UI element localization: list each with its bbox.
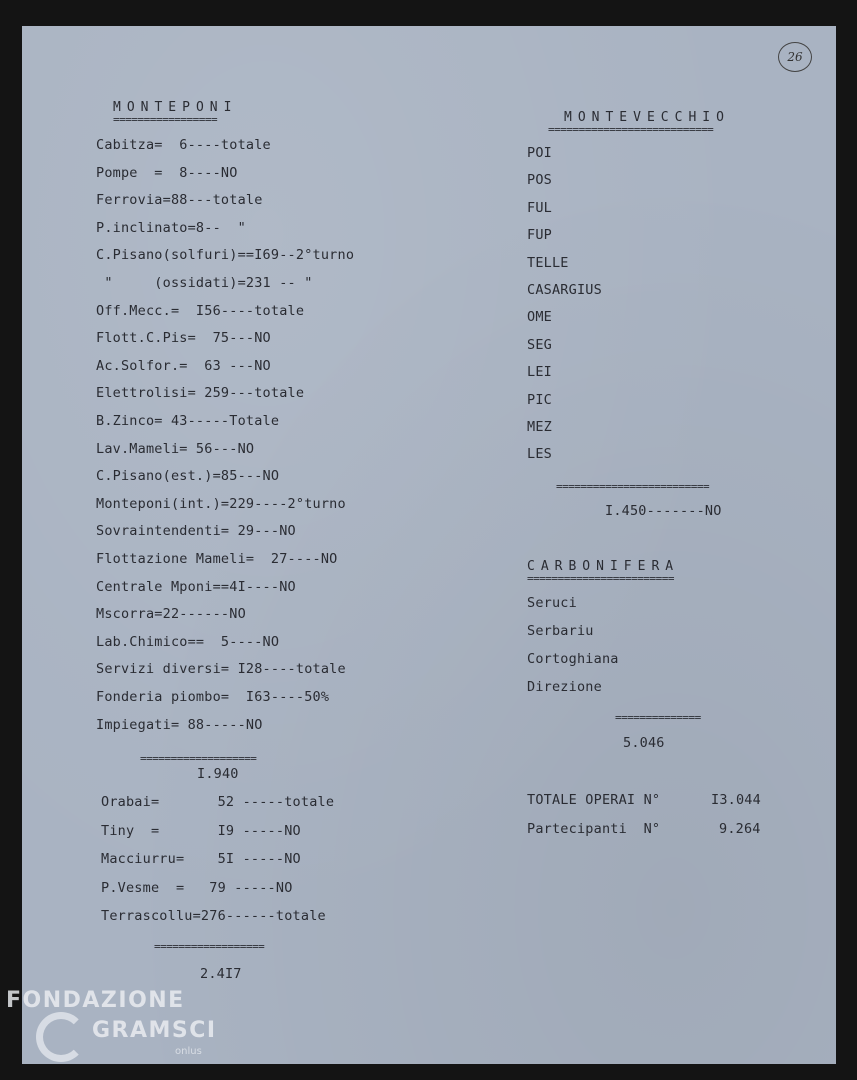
list-item: Pompe = 8----NO [96,164,238,181]
subtotal-mines: 2.4I7 [200,966,242,982]
list-item: Elettrolisi= 259---totale [96,385,305,402]
separator-rule: ============== [615,711,701,724]
list-item: Flottazione Mameli= 27----NO [96,551,338,567]
list-item: Ferrovia=88---totale [96,192,263,209]
list-item: Tiny = I9 -----NO [101,822,301,839]
list-item: POS [527,172,552,189]
page-number: 26 [778,42,812,72]
list-item: P.inclinato=8-- " [96,219,246,236]
list-item: FUP [527,227,552,244]
watermark-line1: FONDAZIONE [6,988,185,1013]
list-item: Servizi diversi= I28----totale [96,661,346,678]
list-item: Fonderia piombo= I63----50% [96,689,330,705]
list-item: Terrascollu=276------totale [101,908,326,924]
list-item: C.Pisano(est.)=85---NO [96,468,280,485]
subtotal-carbonifera: 5.046 [623,735,665,751]
list-item: Serbariu [527,623,594,639]
gramsci-logo-icon [36,1012,86,1062]
separator-rule: ========================= [556,480,710,493]
subtotal-monteponi: I.940 [197,766,239,782]
list-item: Cabitza= 6----totale [96,137,271,153]
list-item: " (ossidati)=231 -- " [96,275,313,291]
list-item: Impiegati= 88-----NO [96,716,263,733]
total-workers-value: I3.044 [711,792,761,808]
list-item: B.Zinco= 43-----Totale [96,413,280,429]
list-item: CASARGIUS [527,282,602,298]
list-item: TELLE [527,254,569,271]
list-item: Cortoghiana [527,651,619,667]
total-workers-label: TOTALE OPERAI N° [527,792,661,808]
list-item: Lab.Chimico== 5----NO [96,633,280,650]
list-item: MEZ [527,419,552,435]
list-item: Flott.C.Pis= 75---NO [96,330,271,347]
heading-carbonifera: CARBONIFERA [527,559,680,574]
list-item: Off.Mecc.= I56----totale [96,302,305,319]
list-item: Sovraintendenti= 29---NO [96,523,296,540]
list-item: Seruci [527,595,577,611]
watermark-line3: onlus [175,1046,202,1057]
list-item: PIC [527,391,552,408]
list-item: Ac.Solfor.= 63 ---NO [96,357,271,374]
separator-rule: ================== [154,940,265,953]
list-item: Orabai= 52 -----totale [101,794,335,810]
heading-underline: ======================== [527,572,674,585]
heading-monteponi: MONTEPONI [113,100,238,115]
heading-underline: =========================== [548,123,714,136]
list-item: LEI [527,364,552,381]
separator-rule: =================== [140,752,257,765]
list-item: Mscorra=22------NO [96,606,246,623]
heading-underline: ================= [113,113,218,126]
list-item: OME [527,309,552,326]
list-item: Macciurru= 5I -----NO [101,851,301,867]
list-item: Monteponi(int.)=229----2°turno [96,495,346,512]
list-item: POI [527,145,552,161]
list-item: FUL [527,199,552,216]
heading-montevecchio: MONTEVECCHIO [564,110,730,125]
participants-label: Partecipanti N° [527,821,661,837]
watermark-line2: GRAMSCI [92,1018,217,1043]
list-item: SEG [527,336,552,353]
list-item: Centrale Mponi==4I----NO [96,578,296,595]
list-item: Direzione [527,679,602,695]
list-item: Lav.Mameli= 56---NO [96,440,255,457]
participants-value: 9.264 [719,821,761,837]
list-item: C.Pisano(solfuri)==I69--2°turno [96,247,355,264]
list-item: LES [527,446,552,463]
subtotal-montevecchio: I.450-------NO [605,503,722,519]
list-item: P.Vesme = 79 -----NO [101,879,293,896]
